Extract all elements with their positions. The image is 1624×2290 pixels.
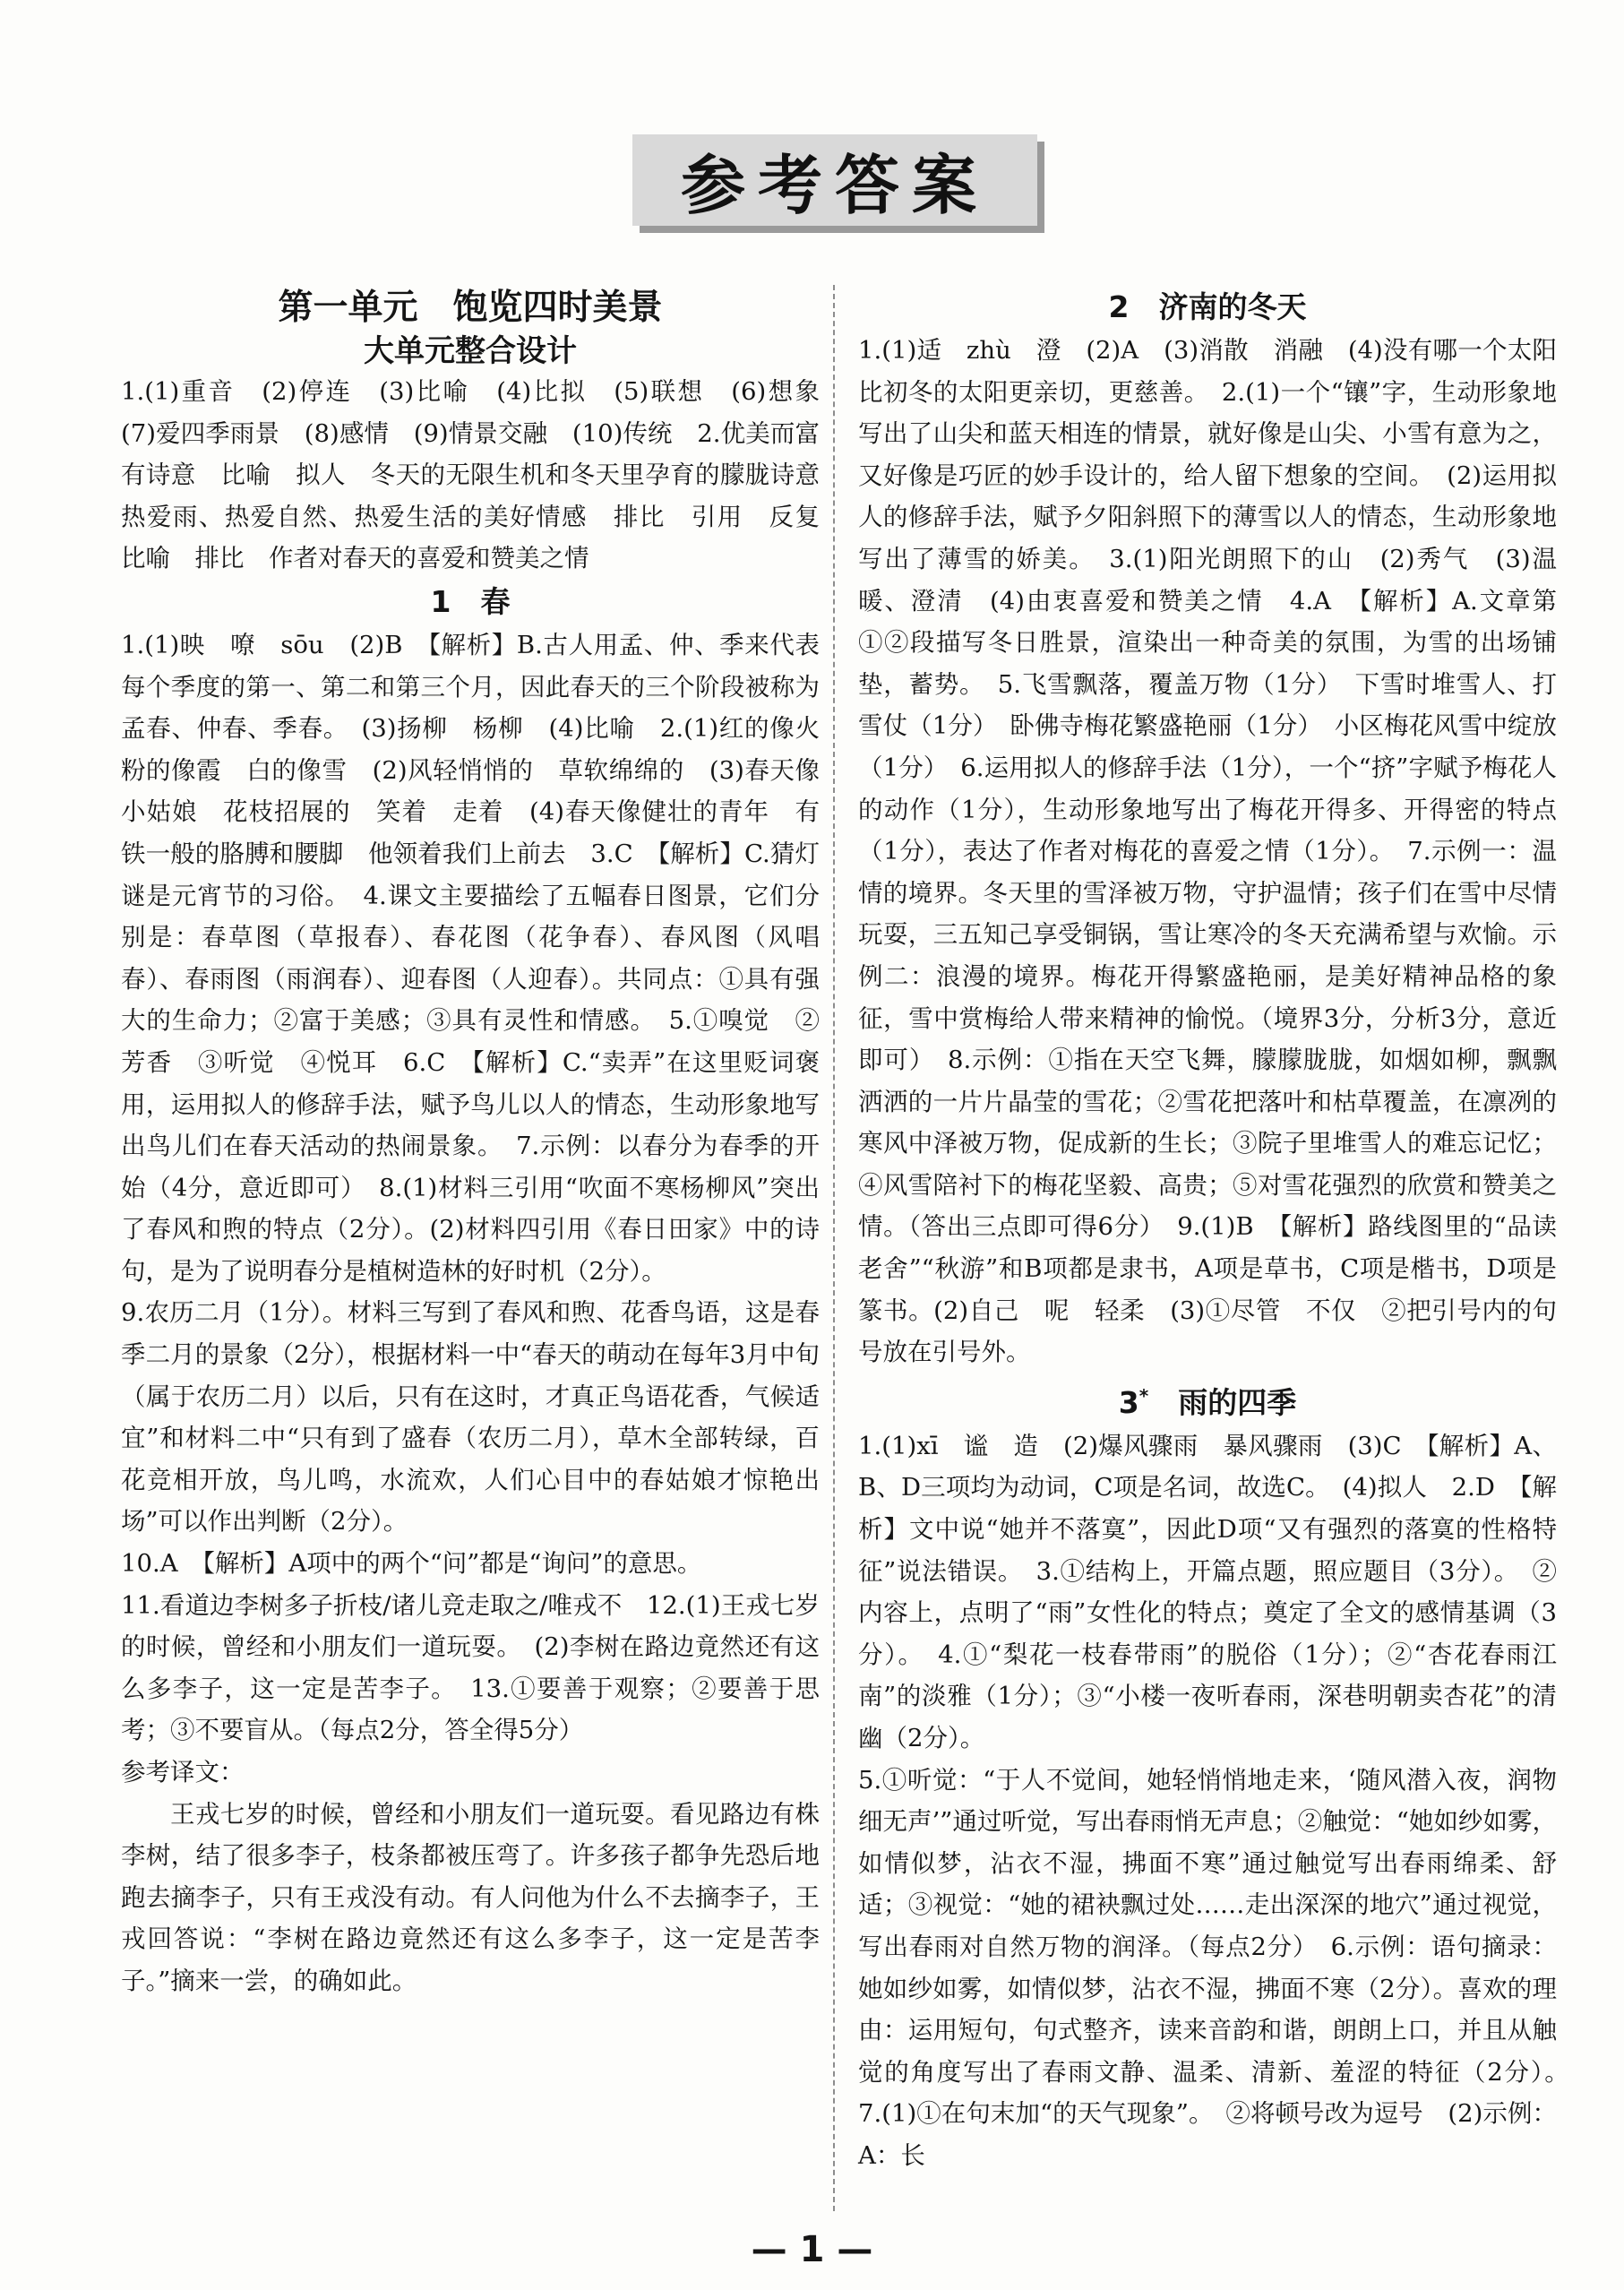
lesson-2-title: 2 济南的冬天 [1108, 289, 1307, 324]
left-column [121, 285, 845, 2211]
lesson-1-answer-c: 10.A 【解析】A项中的两个“问”都是“询问”的意思。 [121, 1549, 702, 1579]
lesson-3-star: * [1139, 1384, 1149, 1407]
right-column [858, 285, 1582, 2211]
page-title: 参考答案 [632, 134, 1037, 226]
column-divider [833, 285, 835, 2211]
unit-subtitle: 大单元整合设计 [364, 333, 577, 369]
page-number: — 1 — [751, 2229, 873, 2270]
unit-answer: 1.(1)重音 (2)停连 (3)比喻 (4)比拟 (5)联想 (6)想象 (7)爱四季雨景 (8)感情 (9)情景交融 (10)传统 2.优美而富有诗意 比喻 拟人 冬天的无限生机和冬天里孕育的朦胧诗意 热爱雨、热爱自然、热爱生活的美好情感 排比 引用 反复 比喻 排比 作者对春天的喜爱和赞美之情 [121, 377, 845, 573]
lesson-3-answer-a: 1.(1)xī 谧 造 (2)爆风骤雨 暴风骤雨 (3)C 【解析】A、B、D三项均为动词，C项是名词，故选C。 (4)拟人 2.D 【解析】文中说“她并不落寞”，因此D项“又有强烈的落寞的性格特征”说法错误。 3.①结构上，开篇点题，照应题目（3分）。 ②内容上，点明了“雨”女性化的特点；奠定了全文的感情基调（3分）。 4.①“梨花一枝春带雨”的脱俗（1分）；②“杏花春雨江南”的淡雅（1分）；③“小楼一夜听春雨，深巷明朝卖杏花”的清幽（2分）。 [858, 1431, 1557, 1752]
translation-label: 参考译文： [121, 1758, 245, 1786]
lesson-2-answer: 1.(1)适 zhù 澄 (2)A (3)消散 消融 (4)没有哪一个太阳比初冬的太阳更亲切，更慈善。 2.(1)一个“镶”字，生动形象地写出了山尖和蓝天相连的情景，就好像是山尖、小雪有意为之，又好像是巧匠的妙手设计的，给人留下想象的空间。 (2)运用拟人的修辞手法，赋予夕阳斜照下的薄雪以人的情态，生动形象地写出了薄雪的娇美。 3.(1)阳光朗照下的山 (2)秀气 (3)温暖、澄清 (4)由衷喜爱和赞美之情 4.A 【解析】A.文章第①②段描写冬日胜景，渲染出一种奇美的氛围，为雪的出场铺垫，蓄势。 5.飞雪飘落，覆盖万物（1分） 下雪时堆雪人、打雪仗（1分） 卧佛寺梅花繁盛艳丽（1分） 小区梅花风雪中绽放（1分） 6.运用拟人的修辞手法（1分），一个“挤”字赋予梅花人的动作（1分），生动形象地写出了梅花开得多、开得密的特点（1分），表达了作者对梅花的喜爱之情（1分）。 7.示例一：温情的境界。冬天里的雪泽被万物，守护温情；孩子们在雪中尽情玩耍，三五知己享受铜锅，雪让寒冷的冬天充满希望与欢愉。示例二：浪漫的境界。梅花开得繁盛艳丽，是美好精神品格的象征，雪中赏梅给人带来精神的愉悦。（境界3分，分析3分，意近即可） 8.示例：①指在天空飞舞，朦朦胧胧，如烟如柳，飘飘洒洒的一片片晶莹的雪花；②雪花把落叶和枯草覆盖，在凛冽的寒风中泽被万物，促成新的生长；③院子里堆雪人的难忘记忆；④风雪陪衬下的梅花坚毅、高贵；⑤对雪花强烈的欣赏和赞美之情。（答出三点即可得6分） 9.(1)B 【解析】路线图里的“品读老舍”“秋游”和B项都是隶书，A项是草书，C项是楷书，D项是篆书。(2)自己 呢 轻柔 (3)①尽管 不仅 ②把引号内的句号放在引号外。 [858, 336, 1557, 1367]
lesson-3-number: 3 [1118, 1384, 1139, 1420]
lesson-1-answer-b: 9.农历二月（1分）。材料三写到了春风和煦、花香鸟语，这是春季二月的景象（2分），根据材料一中“春天的萌动在每年3月中旬（属于农历二月）以后，只有在这时，才真正鸟语花香，气候适宜”和材料二中“只有到了盛春（农历二月），草木全部转绿，百花竞相开放，鸟儿鸣，水流欢，人们心目中的春姑娘才惊艳出场”可以作出判断（2分）。 [121, 1298, 820, 1537]
unit-title: 第一单元 饱览四时美景 [278, 288, 663, 328]
translation-text: 王戎七岁的时候，曾经和小朋友们一道玩耍。看见路边有株李树，结了很多李子，枝条都被压弯了。许多孩子都争先恐后地跑去摘李子，只有王戎没有动。有人问他为什么不去摘李子，王戎回答说：“李树在路边竟然还有这么多李子，这一定是苦李子。”摘来一尝，的确如此。 [121, 1799, 820, 1995]
lesson-1-answer-d: 11.看道边李树多子折枝/诸儿竞走取之/唯戎不 12.(1)王戎七岁的时候，曾经和小朋友们一道玩耍。 (2)李树在路边竟然还有这么多李子，这一定是苦李子。 13.①要善于观察；②要善于思考；③不要盲从。（每点2分，答全得5分） [121, 1590, 820, 1745]
lesson-1-title: 1 春 [430, 583, 511, 619]
lesson-1-answer-a: 1.(1)映 嘹 sōu (2)B 【解析】B.古人用孟、仲、季来代表每个季度的第一、第二和第三个月，因此春天的三个阶段被称为孟春、仲春、季春。 (3)扬柳 杨柳 (4)比喻 2.(1)红的像火 粉的像霞 白的像雪 (2)风轻悄悄的 草软绵绵的 (3)春天像小姑娘 花枝招展的 笑着 走着 (4)春天像健壮的青年 有铁一般的胳膊和腰脚 他领着我们上前去 3.C 【解析】C.猜灯谜是元宵节的习俗。 4.课文主要描绘了五幅春日图景，它们分别是：春草图（草报春）、春花图（花争春）、春风图（风唱春）、春雨图（雨润春）、迎春图（人迎春）。共同点：①具有强大的生命力；②富于美感；③具有灵性和情感。 5.①嗅觉 ②芳香 ③听觉 ④悦耳 6.C 【解析】C.“卖弄”在这里贬词褒用，运用拟人的修辞手法，赋予鸟儿以人的情态，生动形象地写出鸟儿们在春天活动的热闹景象。 7.示例：以春分为春季的开始（4分，意近即可） 8.(1)材料三引用“吹面不寒杨柳风”突出了春风和煦的特点（2分）。(2)材料四引用《春日田家》中的诗句，是为了说明春分是植树造林的好时机（2分）。 [121, 630, 845, 1286]
lesson-3-name: 雨的四季 [1178, 1384, 1297, 1420]
lesson-3-answer-b: 5.①听觉：“于人不觉间，她轻悄悄地走来，‘随风潜入夜，润物细无声’”通过听觉，写出春雨悄无声息；②触觉：“她如纱如雾，如情似梦，沾衣不湿，拂面不寒”通过触觉写出春雨绵柔、舒适；③视觉：“她的裙袂飘过处……走出深深的地穴”通过视觉，写出春雨对自然万物的润泽。（每点2分） 6.示例：语句摘录：她如纱如雾，如情似梦，沾衣不湿，拂面不寒（2分）。喜欢的理由：运用短句，句式整齐，读来音韵和谐，朗朗上口，并且从触觉的角度写出了春雨文静、温柔、清新、羞涩的特征（2分）。 7.(1)①在句末加“的天气现象”。 ②将顿号改为逗号 (2)示例：A：长 [858, 1765, 1582, 2170]
lesson-3-title [858, 1373, 1557, 1425]
